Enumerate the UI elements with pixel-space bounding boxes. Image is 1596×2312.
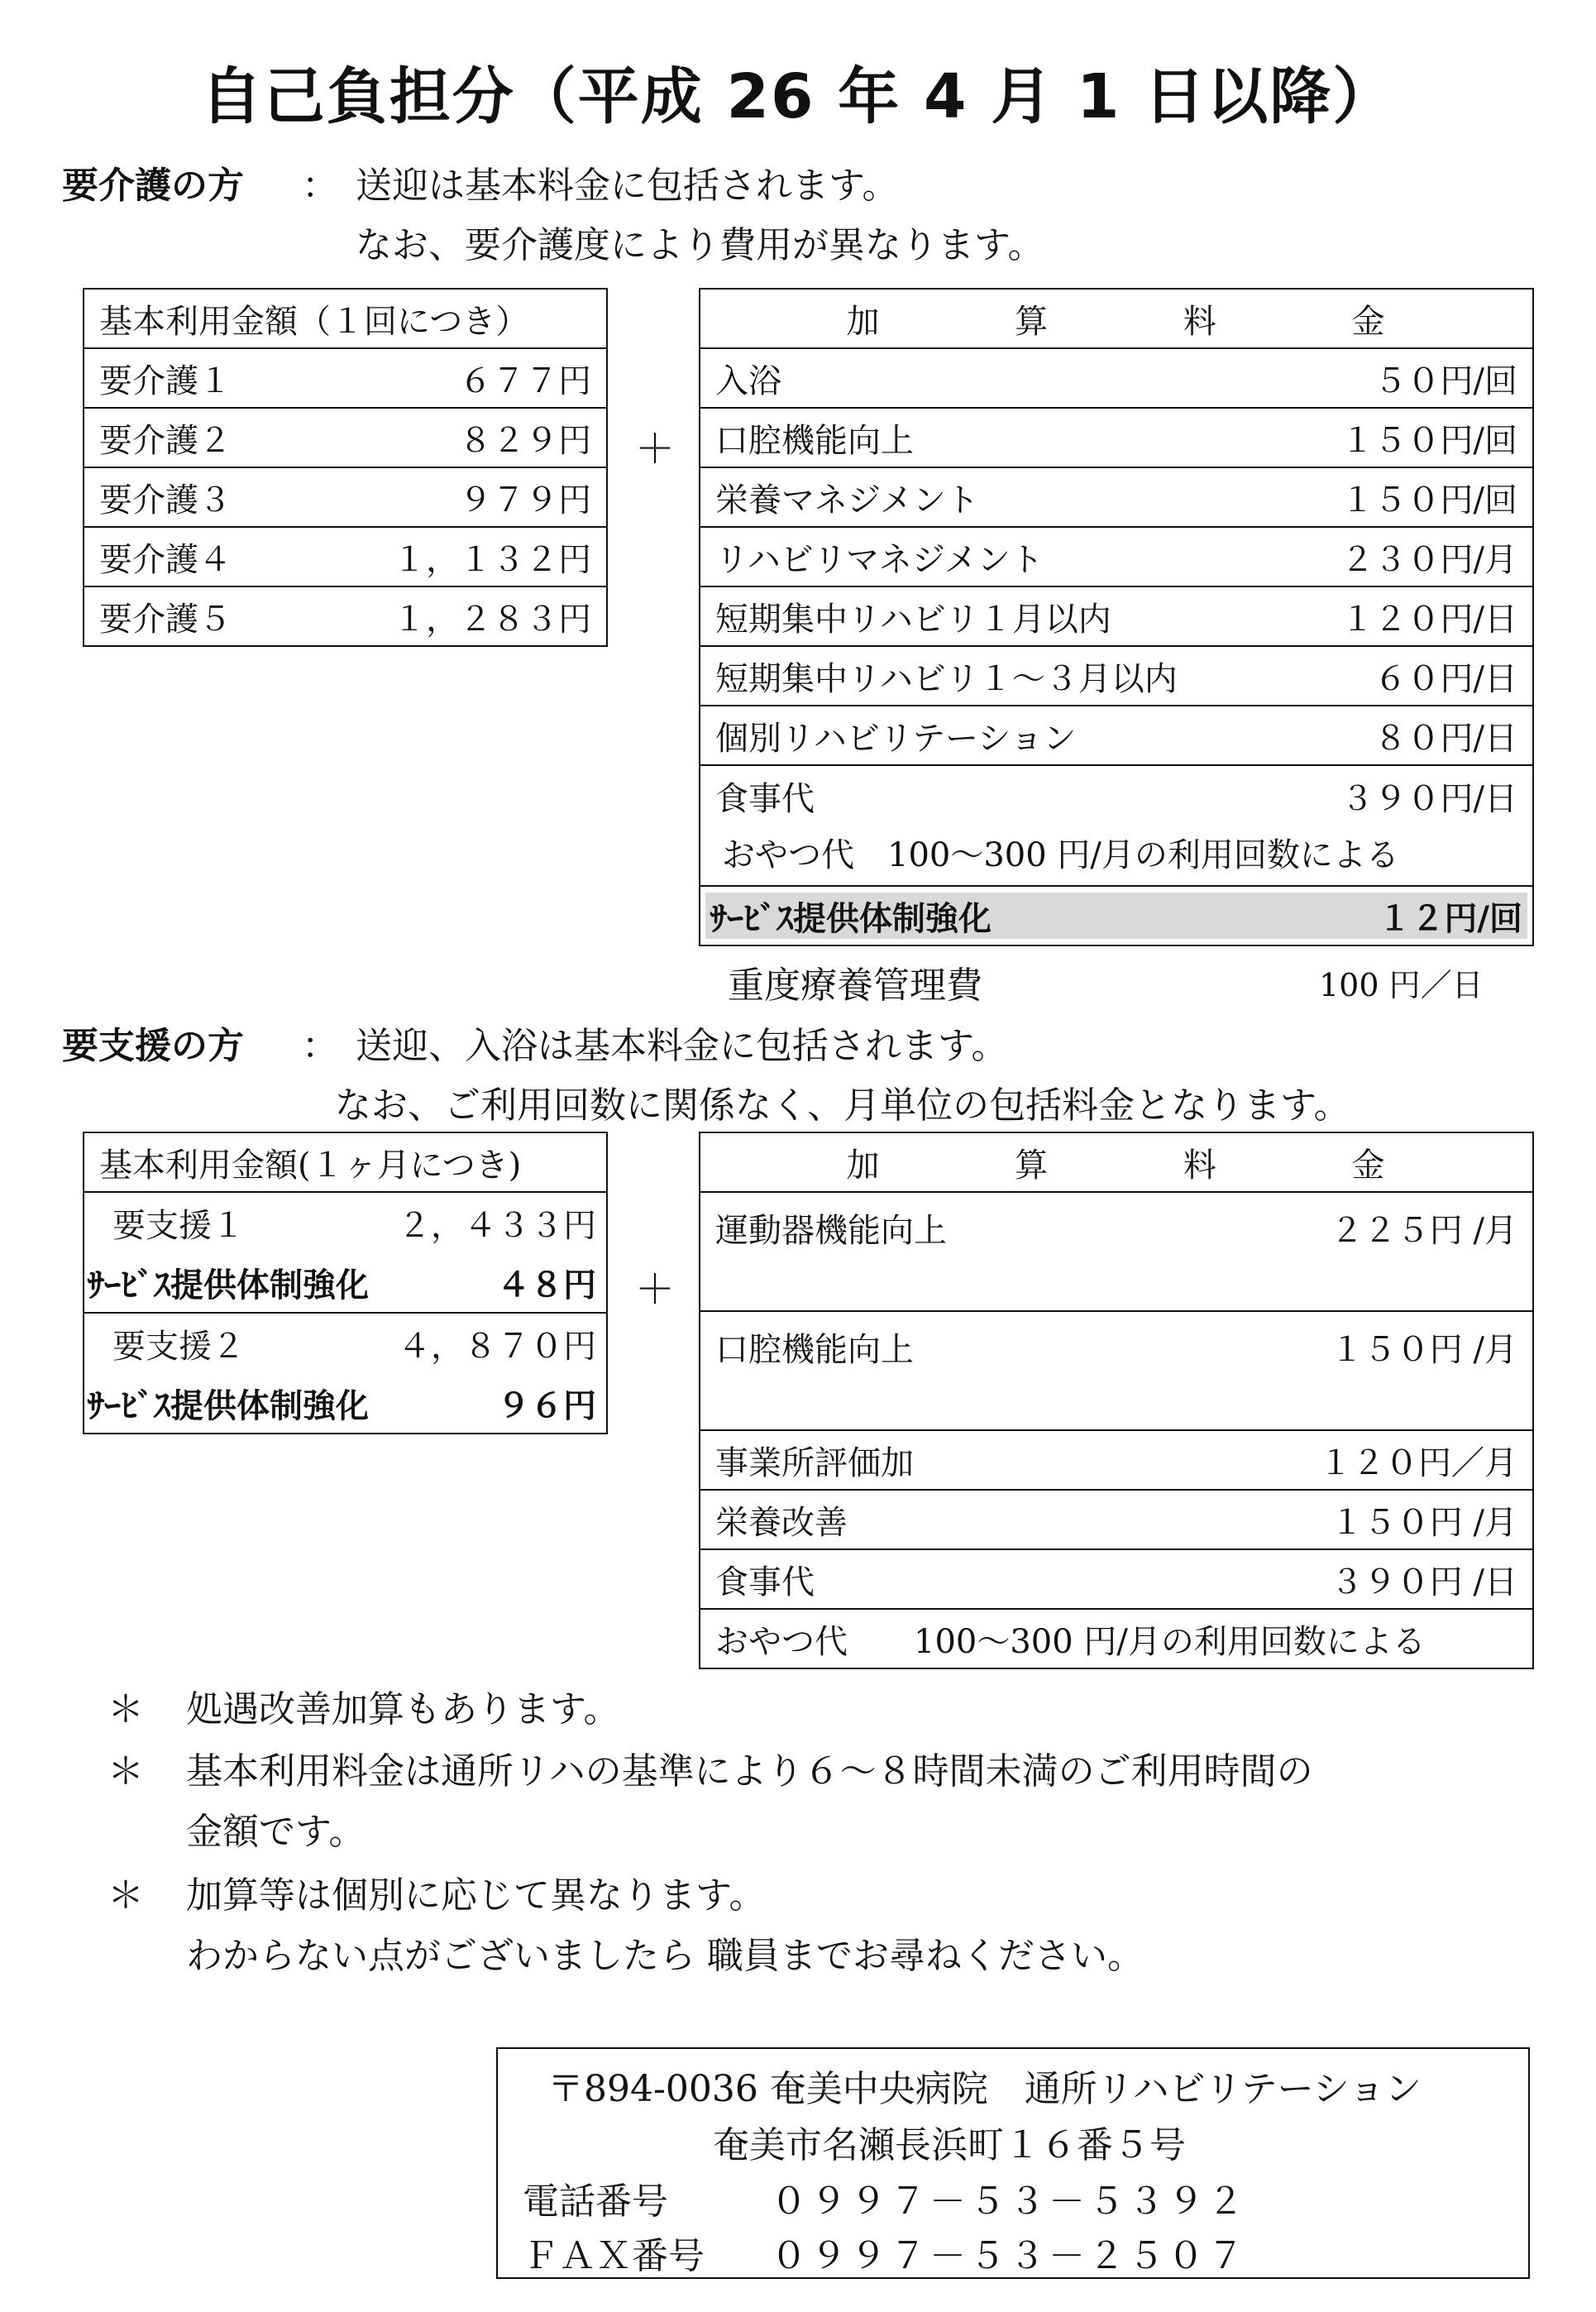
table-row xyxy=(700,646,1533,706)
row-name: 要介護５ xyxy=(99,600,232,639)
row-price: １５０円/回 xyxy=(1340,481,1517,519)
service-price: １２円/回 xyxy=(1378,899,1522,938)
row-name: 要介護１ xyxy=(99,361,232,400)
asterisk: ＊ xyxy=(108,1874,144,1917)
row-price: １５０円/回 xyxy=(1340,421,1517,460)
service-name: ｻｰﾋﾞｽ提供体制強化 xyxy=(88,1386,369,1425)
support-add-table xyxy=(699,1132,1534,1669)
care-add-table xyxy=(699,288,1534,946)
table-row xyxy=(700,408,1533,467)
fax-number: ０９９７－５３－２５０７ xyxy=(771,2235,1247,2277)
support-section-label: 要支援の方 xyxy=(62,1025,244,1067)
page-title: 自己負担分（平成 26 年 4 月 1 日以降） xyxy=(200,61,1396,132)
support-line2: なお、ご利用回数に関係なく、月単位の包括料金となります。 xyxy=(335,1084,1350,1127)
plus-sign: ＋ xyxy=(635,1266,676,1313)
row-name: 口腔機能向上 xyxy=(715,421,914,460)
asterisk: ＊ xyxy=(108,1750,144,1793)
note-3b: わからない点がございましたら 職員までお尋ねください。 xyxy=(186,1935,1144,1977)
table-row xyxy=(700,886,1533,945)
care-add-header: 加 算 料 金 xyxy=(700,289,1533,348)
row-price: １５０円 /月 xyxy=(1330,1503,1517,1542)
fax-label: ＦＡＸ番号 xyxy=(523,2235,705,2277)
support-colon: ： xyxy=(302,1025,338,1067)
table-row xyxy=(700,1549,1533,1609)
note-3a: 加算等は個別に応じて異なります。 xyxy=(186,1874,766,1917)
service-price: ９６円 xyxy=(497,1386,596,1425)
care-base-header: 基本利用金額（１回につき） xyxy=(84,289,607,348)
row-price: ６０円/日 xyxy=(1374,659,1517,698)
care-section-label: 要介護の方 xyxy=(62,165,244,207)
service-name: ｻｰﾋﾞｽ提供体制強化 xyxy=(710,899,992,938)
row-price: １２０円/日 xyxy=(1340,600,1517,639)
table-row xyxy=(84,1313,607,1434)
row-price: ６７７円 xyxy=(459,361,591,400)
row-name: 要介護２ xyxy=(99,421,232,460)
table-row xyxy=(700,1609,1533,1668)
row-price: ３９０円 /日 xyxy=(1330,1563,1517,1601)
tel-number: ０９９７－５３－５３９２ xyxy=(771,2180,1247,2223)
support-add-header: 加 算 料 金 xyxy=(700,1132,1533,1192)
meal-price: ３９０円/日 xyxy=(1340,779,1517,818)
address-line2: 奄美市名瀬長浜町１６番５号 xyxy=(713,2124,1186,2166)
row-price: １５０円 /月 xyxy=(1330,1331,1517,1369)
row-price: ２，４３３円 xyxy=(398,1206,596,1245)
table-row xyxy=(700,1430,1533,1490)
table-row xyxy=(84,1192,607,1313)
row-name: 口腔機能向上 xyxy=(715,1331,914,1369)
row-price: ５０円/回 xyxy=(1374,361,1517,400)
note-1: 処遇改善加算もあります。 xyxy=(186,1688,620,1730)
row-price: ９７９円 xyxy=(459,481,591,519)
table-row xyxy=(700,765,1533,886)
table-row xyxy=(84,348,607,408)
row-name: リハビリマネジメント xyxy=(715,540,1044,579)
severe-care-price: 100 円／日 xyxy=(1319,967,1484,1003)
table-row xyxy=(84,467,607,527)
asterisk: ＊ xyxy=(108,1688,144,1730)
row-price: ８０円/日 xyxy=(1374,719,1517,758)
row-price: ４，８７０円 xyxy=(398,1327,596,1366)
table-row xyxy=(700,1192,1533,1311)
row-name: 事業所評価加 xyxy=(715,1443,914,1482)
care-line2: なお、要介護度により費用が異なります。 xyxy=(356,224,1044,266)
row-name: 要支援２ xyxy=(112,1327,245,1366)
care-colon: ： xyxy=(302,165,338,207)
severe-care-name: 重度療養管理費 xyxy=(728,965,982,1007)
row-name: 要介護３ xyxy=(99,481,232,519)
row-price: ２２５円 /月 xyxy=(1330,1212,1517,1250)
row-price: １２０円／月 xyxy=(1319,1443,1517,1482)
address-line1: 〒894-0036 奄美中央病院 通所リハビリテーション xyxy=(547,2068,1422,2110)
service-name: ｻｰﾋﾞｽ提供体制強化 xyxy=(88,1266,369,1304)
row-price: ２３０円/月 xyxy=(1340,540,1517,579)
table-row xyxy=(700,1311,1533,1430)
plus-sign: ＋ xyxy=(635,426,676,472)
row-name: 運動器機能向上 xyxy=(715,1212,947,1250)
support-base-header: 基本利用金額(１ヶ月につき) xyxy=(84,1132,607,1192)
row-name: 短期集中リハビリ１月以内 xyxy=(715,600,1111,639)
care-base-table xyxy=(83,288,608,647)
row-price: ８２９円 xyxy=(459,421,591,460)
row-name: 食事代 xyxy=(715,1563,815,1601)
table-row xyxy=(84,527,607,586)
table-row xyxy=(700,586,1533,646)
address-box xyxy=(496,2047,1530,2279)
table-row xyxy=(700,1490,1533,1549)
note-2b: 金額です。 xyxy=(186,1811,366,1853)
row-name: 要介護４ xyxy=(99,540,232,579)
table-row xyxy=(700,706,1533,765)
snack-note: おやつ代 100～300 円/月の利用回数による xyxy=(700,1609,1533,1668)
tel-label: 電話番号 xyxy=(523,2180,668,2223)
table-row xyxy=(84,408,607,467)
row-name: 栄養改善 xyxy=(715,1503,848,1542)
table-row xyxy=(700,348,1533,408)
table-row xyxy=(700,467,1533,527)
row-name: 個別リハビリテーション xyxy=(715,719,1077,758)
row-price: １，２８３円 xyxy=(393,600,591,639)
row-name: 短期集中リハビリ１～３月以内 xyxy=(715,659,1178,698)
care-line1: 送迎は基本料金に包括されます。 xyxy=(356,165,899,207)
row-name: 要支援１ xyxy=(112,1206,245,1245)
row-name: 入浴 xyxy=(715,361,781,400)
service-price: ４８円 xyxy=(497,1266,596,1304)
table-row xyxy=(700,527,1533,586)
support-line1: 送迎、入浴は基本料金に包括されます。 xyxy=(356,1025,1008,1067)
support-base-table xyxy=(83,1132,608,1434)
row-price: １，１３２円 xyxy=(393,540,591,579)
row-name: 栄養マネジメント xyxy=(715,481,979,519)
meal-name: 食事代 xyxy=(715,779,815,818)
note-2a: 基本利用料金は通所リハの基準により６～８時間未満のご利用時間の xyxy=(186,1750,1313,1793)
snack-note: おやつ代 100～300 円/月の利用回数による xyxy=(722,836,1399,874)
table-row xyxy=(84,586,607,646)
